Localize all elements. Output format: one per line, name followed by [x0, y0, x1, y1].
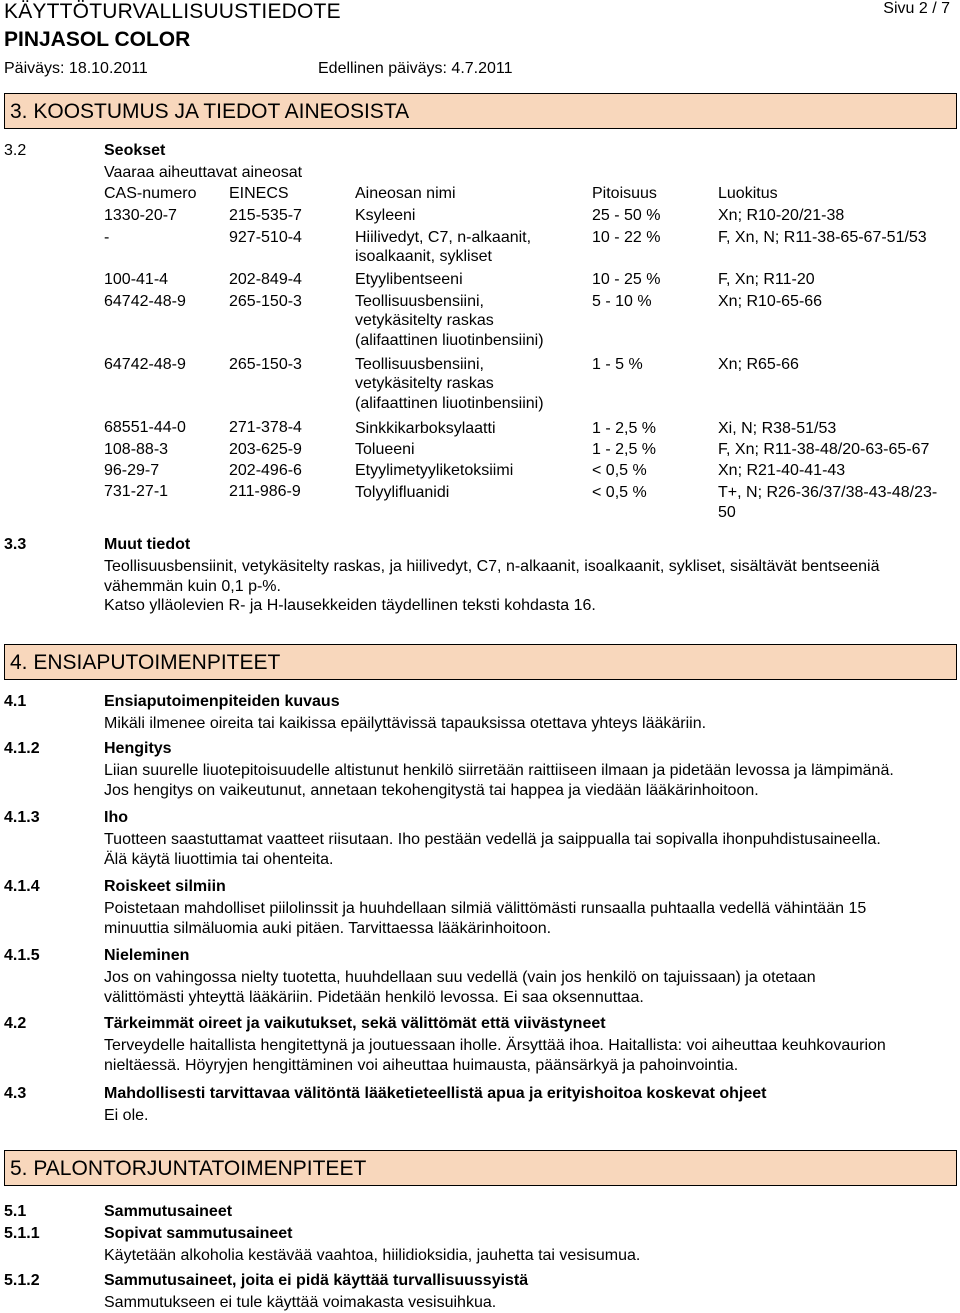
hazardous-components-label: Vaaraa aiheuttavat aineosat [104, 164, 303, 181]
section-3-header [4, 93, 957, 129]
inhalation-heading: Hengitys [104, 740, 172, 757]
table-cell-cas: 68551-44-0 [104, 419, 186, 436]
table-cell-concentration: < 0,5 % [592, 484, 647, 501]
table-cell-name: Etyylimetyyliketoksiimi [355, 462, 514, 479]
unsuitable-media-text: Sammutukseen ei tule käyttää voimakasta vesisuihkua. [104, 1294, 497, 1311]
previous-date: Edellinen päiväys: 4.7.2011 [318, 60, 513, 77]
table-cell-classification: F, Xn; R11-38-48/20-63-65-67 [718, 441, 930, 458]
table-cell-cas: 64742-48-9 [104, 293, 186, 310]
ingestion-text: Jos on vahingossa nielty tuotetta, huuhdellaan suu vedellä (vain jos henkilö on tajuissaan) ja otetaan [104, 969, 816, 986]
subsection-number: 5.1.2 [4, 1272, 40, 1289]
inhalation-text: Liian suurelle liuotepitoisuudelle altistunut henkilö siirretään raittiiseen ilmaan ja pidetään levossa ja lämpimänä. [104, 762, 894, 779]
table-cell-classification: T+, N; R26-36/37/38-43-48/23- [718, 484, 938, 501]
subsection-number: 4.1.3 [4, 809, 40, 826]
table-cell-name-cont: isoalkaanit, sykliset [355, 248, 492, 265]
table-cell-classification: Xn; R21-40-41-43 [718, 462, 846, 479]
skin-heading: Iho [104, 809, 128, 826]
inhalation-text: Jos hengitys on vaikeutunut, annetaan tekohengitystä tai happea ja viedään lääkärinhoitoon. [104, 782, 759, 799]
eye-contact-heading: Roiskeet silmiin [104, 878, 226, 895]
col-header-classification: Luokitus [718, 185, 778, 202]
document-title: KÄYTTÖTURVALLISUUSTIEDOTE [4, 0, 341, 23]
ingestion-text: välittömästi yhteyttä lääkäriin. Pidetään henkilö levossa. Ei saa oksennuttaa. [104, 989, 644, 1006]
subsection-number: 4.3 [4, 1085, 27, 1102]
table-cell-name-cont: vetykäsitelty raskas [355, 375, 494, 392]
first-aid-description-heading: Ensiaputoimenpiteiden kuvaus [104, 693, 340, 710]
suitable-media-heading: Sopivat sammutusaineet [104, 1225, 293, 1242]
table-cell-classification: F, Xn, N; R11-38-65-67-51/53 [718, 229, 927, 246]
table-cell-cas: 96-29-7 [104, 462, 160, 479]
subsection-number: 4.1.4 [4, 878, 40, 895]
table-cell-einecs: 215-535-7 [229, 207, 302, 224]
table-cell-name: Sinkkikarboksylaatti [355, 420, 496, 437]
col-header-cas: CAS-numero [104, 185, 197, 202]
table-cell-cas: 1330-20-7 [104, 207, 177, 224]
table-cell-concentration: 1 - 2,5 % [592, 420, 657, 437]
table-cell-cas: 100-41-4 [104, 271, 169, 288]
table-cell-einecs: 265-150-3 [229, 356, 302, 373]
col-header-einecs: EINECS [229, 185, 289, 202]
table-cell-concentration: 1 - 5 % [592, 356, 643, 373]
table-cell-name: Teollisuusbensiini, [355, 356, 484, 373]
table-cell-classification: Xn; R10-20/21-38 [718, 207, 845, 224]
table-cell-einecs: 202-849-4 [229, 271, 302, 288]
extinguishing-media-heading: Sammutusaineet [104, 1203, 233, 1220]
table-cell-name: Teollisuusbensiini, [355, 293, 484, 310]
table-cell-einecs: 202-496-6 [229, 462, 302, 479]
unsuitable-media-heading: Sammutusaineet, joita ei pidä käyttää turvallisuussyistä [104, 1272, 529, 1289]
table-cell-concentration: 10 - 22 % [592, 229, 661, 246]
table-cell-cas: 108-88-3 [104, 441, 169, 458]
table-cell-concentration: 25 - 50 % [592, 207, 661, 224]
other-info-text: vähemmän kuin 0,1 p-%. [104, 578, 281, 595]
skin-text: Tuotteen saastuttamat vaatteet riisutaan. Iho pestään vedellä ja saippualla tai sopivalla ihonpuhdistusaineella. [104, 831, 881, 848]
table-cell-classification: Xn; R10-65-66 [718, 293, 823, 310]
table-cell-concentration: 5 - 10 % [592, 293, 652, 310]
section-5-title: 5. PALONTORJUNTATOIMENPITEET [10, 1157, 367, 1180]
table-cell-cas: 731-27-1 [104, 483, 169, 500]
subsection-number: 4.1 [4, 693, 27, 710]
table-cell-name: Ksyleeni [355, 207, 416, 224]
table-cell-classification: F, Xn; R11-20 [718, 271, 815, 288]
ingestion-heading: Nieleminen [104, 947, 190, 964]
col-header-concentration: Pitoisuus [592, 185, 657, 202]
table-cell-name-cont: (alifaattinen liuotinbensiini) [355, 395, 544, 412]
section-4-header [4, 644, 957, 680]
table-cell-einecs: 927-510-4 [229, 229, 302, 246]
table-cell-name: Etyylibentseeni [355, 271, 463, 288]
table-cell-name: Hiilivedyt, C7, n-alkaanit, [355, 229, 532, 246]
table-cell-einecs: 203-625-9 [229, 441, 302, 458]
table-cell-einecs: 211-986-9 [229, 483, 301, 500]
table-cell-classification: Xn; R65-66 [718, 356, 799, 373]
subsection-number: 4.1.5 [4, 947, 40, 964]
table-cell-name: Tolueeni [355, 441, 415, 458]
subsection-number: 5.1.1 [4, 1225, 40, 1242]
product-name: PINJASOL COLOR [4, 28, 191, 51]
issue-date: Päiväys: 18.10.2011 [4, 60, 148, 77]
subsection-number: 3.3 [4, 536, 27, 553]
other-info-heading: Muut tiedot [104, 536, 191, 553]
col-header-name: Aineosan nimi [355, 185, 456, 202]
skin-text: Älä käytä liuottimia tai ohenteita. [104, 851, 334, 868]
symptoms-heading: Tärkeimmät oireet ja vaikutukset, sekä välittömät että viivästyneet [104, 1015, 606, 1032]
table-cell-name-cont: (alifaattinen liuotinbensiini) [355, 332, 544, 349]
table-cell-concentration: < 0,5 % [592, 462, 647, 479]
section-3-title: 3. KOOSTUMUS JA TIEDOT AINEOSISTA [10, 100, 410, 123]
mixtures-heading: Seokset [104, 142, 166, 159]
table-cell-cas: - [104, 229, 110, 246]
table-cell-concentration: 10 - 25 % [592, 271, 661, 288]
subsection-number: 4.2 [4, 1015, 27, 1032]
table-cell-classification-cont: 50 [718, 504, 736, 521]
first-aid-description-text: Mikäli ilmenee oireita tai kaikissa epäilyttävissä tapauksissa otettava yhteys lääkäriin. [104, 715, 707, 732]
table-cell-cas: 64742-48-9 [104, 356, 186, 373]
page-number: Sivu 2 / 7 [883, 0, 950, 17]
eye-contact-text: minuuttia silmäluomia auki pitäen. Tarvittaessa lääkärinhoitoon. [104, 920, 552, 937]
subsection-number: 3.2 [4, 142, 27, 159]
eye-contact-text: Poistetaan mahdolliset piilolinssit ja huuhdellaan silmiä välittömästi runsaalla puhtaalla vedellä vähintään 15 [104, 900, 867, 917]
table-cell-einecs: 271-378-4 [229, 419, 302, 436]
table-cell-name: Tolyylifluanidi [355, 484, 450, 501]
subsection-number: 4.1.2 [4, 740, 40, 757]
medical-attention-heading: Mahdollisesti tarvittavaa välitöntä lääketieteellistä apua ja erityishoitoa koskevat ohjeet [104, 1085, 767, 1102]
section-4-title: 4. ENSIAPUTOIMENPITEET [10, 651, 281, 674]
table-cell-classification: Xi, N; R38-51/53 [718, 420, 837, 437]
table-cell-name-cont: vetykäsitelty raskas [355, 312, 494, 329]
suitable-media-text: Käytetään alkoholia kestävää vaahtoa, hiilidioksidia, jauhetta tai vesisumua. [104, 1247, 641, 1264]
symptoms-text: nieltäessä. Höyryjen hengittäminen voi aiheuttaa huimausta, päänsärkyä ja pahoinvointia. [104, 1057, 739, 1074]
subsection-number: 5.1 [4, 1203, 27, 1220]
medical-attention-text: Ei ole. [104, 1107, 149, 1124]
symptoms-text: Terveydelle haitallista hengitettynä ja joutuessaan iholle. Ärsyttää ihoa. Haitallista: voi aiheuttaa keuhkovaurion [104, 1037, 886, 1054]
section-5-header [4, 1150, 957, 1186]
other-info-text: Teollisuusbensiinit, vetykäsitelty raskas, ja hiilivedyt, C7, n-alkaanit, isoalkaanit, sykliset, sisältävät bentseeniä [104, 558, 880, 575]
other-info-text: Katso ylläolevien R- ja H-lausekkeiden täydellinen teksti kohdasta 16. [104, 597, 596, 614]
table-cell-concentration: 1 - 2,5 % [592, 441, 657, 458]
table-cell-einecs: 265-150-3 [229, 293, 302, 310]
